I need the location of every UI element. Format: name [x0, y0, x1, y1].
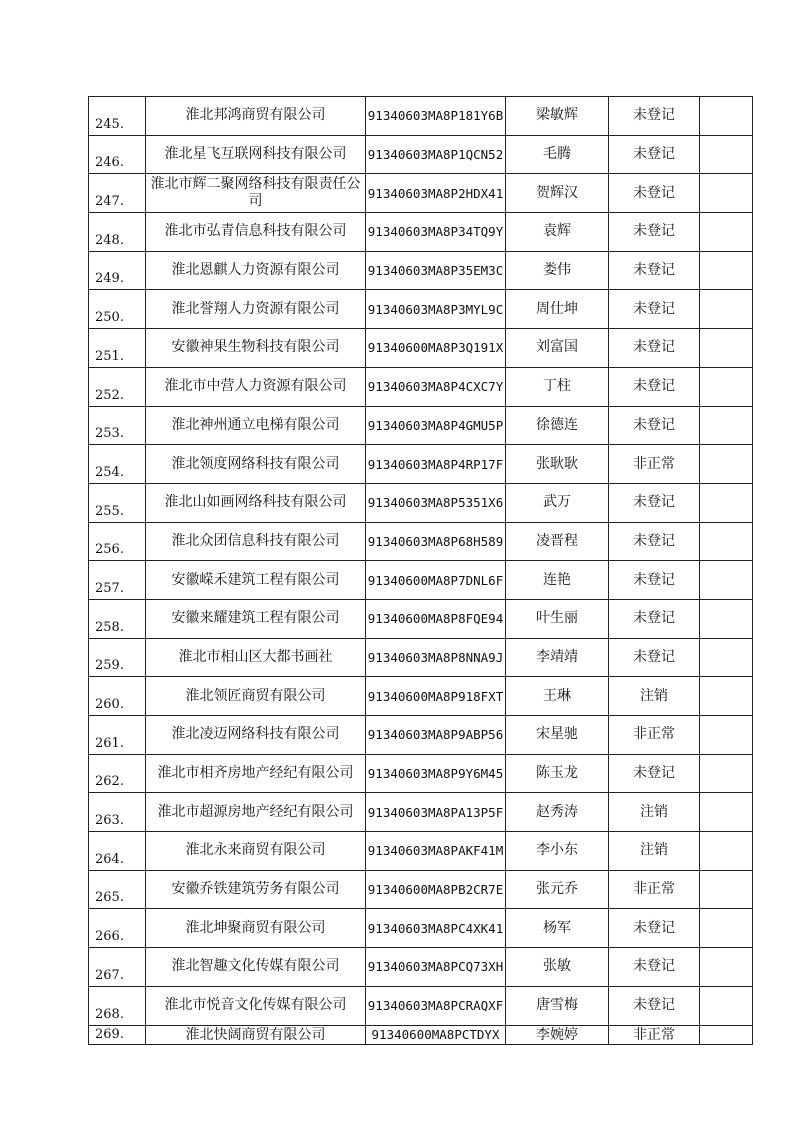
company-name-cell: 淮北市辉二聚网络科技有限责任公司: [146, 174, 366, 213]
credit-code-cell: 91340603MA8PAKF41M: [366, 832, 506, 871]
table-row: [89, 870, 753, 909]
row-number-cell: 259.: [89, 638, 146, 677]
remarks-cell: [700, 754, 753, 793]
remarks-cell: [700, 97, 753, 136]
legal-representative-cell: 袁辉: [506, 213, 609, 252]
table-row: [89, 445, 753, 484]
remarks-cell: [700, 329, 753, 368]
company-name-cell: 淮北邦鸿商贸有限公司: [146, 97, 366, 136]
row-number-cell: 249.: [89, 251, 146, 290]
table-row: [89, 754, 753, 793]
registration-status-cell: 未登记: [609, 599, 700, 638]
row-number-cell: 250.: [89, 290, 146, 329]
row-number-cell: 264.: [89, 832, 146, 871]
table-row: [89, 97, 753, 136]
registration-status-cell: 未登记: [609, 174, 700, 213]
row-number-cell: 245.: [89, 97, 146, 136]
remarks-cell: [700, 909, 753, 948]
remarks-cell: [700, 445, 753, 484]
table-row: [89, 135, 753, 174]
credit-code-cell: 91340603MA8PC4XK41: [366, 909, 506, 948]
legal-representative-cell: 宋星驰: [506, 716, 609, 755]
table-row: [89, 329, 753, 368]
remarks-cell: [700, 986, 753, 1025]
registration-status-cell: 未登记: [609, 406, 700, 445]
credit-code-cell: 91340603MA8PCQ73XH: [366, 948, 506, 987]
registration-status-cell: 注销: [609, 677, 700, 716]
credit-code-cell: 91340600MA8P918FXT: [366, 677, 506, 716]
company-name-cell: 淮北神州通立电梯有限公司: [146, 406, 366, 445]
credit-code-cell: 91340603MA8P4CXC7Y: [366, 367, 506, 406]
row-number-cell: 247.: [89, 174, 146, 213]
registration-status-cell: 未登记: [609, 948, 700, 987]
table-row: [89, 832, 753, 871]
remarks-cell: [700, 948, 753, 987]
legal-representative-cell: 连艳: [506, 561, 609, 600]
credit-code-cell: 91340603MA8P1QCN52: [366, 135, 506, 174]
company-registry-table-container: [88, 96, 740, 1045]
remarks-cell: [700, 483, 753, 522]
row-number-cell: 251.: [89, 329, 146, 368]
company-name-cell: 安徽乔铁建筑劳务有限公司: [146, 870, 366, 909]
credit-code-cell: 91340603MA8P4GMU5P: [366, 406, 506, 445]
company-registry-table: [88, 96, 753, 1045]
row-number-cell: 257.: [89, 561, 146, 600]
table-row: [89, 986, 753, 1025]
credit-code-cell: 91340603MA8P181Y6B: [366, 97, 506, 136]
registration-status-cell: 非正常: [609, 870, 700, 909]
row-number-cell: 269.: [89, 1025, 146, 1044]
row-number-cell: 260.: [89, 677, 146, 716]
registration-status-cell: 未登记: [609, 909, 700, 948]
company-name-cell: 淮北众团信息科技有限公司: [146, 522, 366, 561]
remarks-cell: [700, 290, 753, 329]
company-name-cell: 淮北誉翔人力资源有限公司: [146, 290, 366, 329]
registration-status-cell: 未登记: [609, 561, 700, 600]
legal-representative-cell: 徐德连: [506, 406, 609, 445]
remarks-cell: [700, 174, 753, 213]
credit-code-cell: 91340603MA8P9ABP56: [366, 716, 506, 755]
row-number-cell: 263.: [89, 793, 146, 832]
credit-code-cell: 91340600MA8P7DNL6F: [366, 561, 506, 600]
table-row: [89, 251, 753, 290]
remarks-cell: [700, 870, 753, 909]
legal-representative-cell: 叶生丽: [506, 599, 609, 638]
registration-status-cell: 未登记: [609, 251, 700, 290]
legal-representative-cell: 张元乔: [506, 870, 609, 909]
company-name-cell: 安徽来耀建筑工程有限公司: [146, 599, 366, 638]
remarks-cell: [700, 251, 753, 290]
legal-representative-cell: 王琳: [506, 677, 609, 716]
row-number-cell: 253.: [89, 406, 146, 445]
registration-status-cell: 未登记: [609, 638, 700, 677]
credit-code-cell: 91340603MA8P35EM3C: [366, 251, 506, 290]
registration-status-cell: 未登记: [609, 754, 700, 793]
legal-representative-cell: 李小东: [506, 832, 609, 871]
credit-code-cell: 91340603MA8P68H589: [366, 522, 506, 561]
legal-representative-cell: 杨军: [506, 909, 609, 948]
credit-code-cell: 91340603MA8P5351X6: [366, 483, 506, 522]
registration-status-cell: 非正常: [609, 1025, 700, 1044]
remarks-cell: [700, 599, 753, 638]
credit-code-cell: 91340603MA8P2HDX41: [366, 174, 506, 213]
row-number-cell: 252.: [89, 367, 146, 406]
registration-status-cell: 未登记: [609, 986, 700, 1025]
row-number-cell: 258.: [89, 599, 146, 638]
company-name-cell: 安徽神果生物科技有限公司: [146, 329, 366, 368]
registration-status-cell: 未登记: [609, 522, 700, 561]
registration-status-cell: 未登记: [609, 483, 700, 522]
table-row: [89, 213, 753, 252]
company-name-cell: 淮北市弘青信息科技有限公司: [146, 213, 366, 252]
registration-status-cell: 未登记: [609, 213, 700, 252]
registration-status-cell: 未登记: [609, 290, 700, 329]
registration-status-cell: 未登记: [609, 367, 700, 406]
company-name-cell: 淮北市中营人力资源有限公司: [146, 367, 366, 406]
row-number-cell: 254.: [89, 445, 146, 484]
row-number-cell: 255.: [89, 483, 146, 522]
table-row: [89, 290, 753, 329]
company-name-cell: 淮北山如画网络科技有限公司: [146, 483, 366, 522]
remarks-cell: [700, 716, 753, 755]
remarks-cell: [700, 522, 753, 561]
legal-representative-cell: 张耿耿: [506, 445, 609, 484]
credit-code-cell: 91340603MA8PA13P5F: [366, 793, 506, 832]
legal-representative-cell: 唐雪梅: [506, 986, 609, 1025]
legal-representative-cell: 陈玉龙: [506, 754, 609, 793]
row-number-cell: 248.: [89, 213, 146, 252]
table-row: [89, 1025, 753, 1044]
legal-representative-cell: 贺辉汉: [506, 174, 609, 213]
legal-representative-cell: 丁柱: [506, 367, 609, 406]
company-name-cell: 淮北市超源房地产经纪有限公司: [146, 793, 366, 832]
registration-status-cell: 注销: [609, 832, 700, 871]
row-number-cell: 262.: [89, 754, 146, 793]
credit-code-cell: 91340600MA8P3Q191X: [366, 329, 506, 368]
row-number-cell: 265.: [89, 870, 146, 909]
registration-status-cell: 未登记: [609, 329, 700, 368]
company-name-cell: 淮北智趣文化传媒有限公司: [146, 948, 366, 987]
credit-code-cell: 91340600MA8PB2CR7E: [366, 870, 506, 909]
remarks-cell: [700, 406, 753, 445]
legal-representative-cell: 武万: [506, 483, 609, 522]
table-row: [89, 909, 753, 948]
remarks-cell: [700, 135, 753, 174]
credit-code-cell: 91340603MA8PCRAQXF: [366, 986, 506, 1025]
table-row: [89, 599, 753, 638]
row-number-cell: 261.: [89, 716, 146, 755]
table-row: [89, 406, 753, 445]
row-number-cell: 268.: [89, 986, 146, 1025]
credit-code-cell: 91340603MA8P3MYL9C: [366, 290, 506, 329]
remarks-cell: [700, 793, 753, 832]
company-name-cell: 淮北永来商贸有限公司: [146, 832, 366, 871]
company-name-cell: 淮北领度网络科技有限公司: [146, 445, 366, 484]
row-number-cell: 266.: [89, 909, 146, 948]
table-row: [89, 483, 753, 522]
remarks-cell: [700, 638, 753, 677]
credit-code-cell: 91340603MA8P4RP17F: [366, 445, 506, 484]
legal-representative-cell: 梁敏辉: [506, 97, 609, 136]
table-body: [89, 97, 753, 1045]
legal-representative-cell: 赵秀涛: [506, 793, 609, 832]
registration-status-cell: 非正常: [609, 445, 700, 484]
table-row: [89, 174, 753, 213]
remarks-cell: [700, 832, 753, 871]
registration-status-cell: 未登记: [609, 97, 700, 136]
remarks-cell: [700, 1025, 753, 1044]
credit-code-cell: 91340603MA8P9Y6M45: [366, 754, 506, 793]
company-name-cell: 淮北市悦音文化传媒有限公司: [146, 986, 366, 1025]
legal-representative-cell: 周仕坤: [506, 290, 609, 329]
legal-representative-cell: 李婉婷: [506, 1025, 609, 1044]
company-name-cell: 淮北星飞互联网科技有限公司: [146, 135, 366, 174]
table-row: [89, 367, 753, 406]
company-name-cell: 淮北领匠商贸有限公司: [146, 677, 366, 716]
table-row: [89, 638, 753, 677]
legal-representative-cell: 毛腾: [506, 135, 609, 174]
remarks-cell: [700, 677, 753, 716]
remarks-cell: [700, 213, 753, 252]
row-number-cell: 267.: [89, 948, 146, 987]
registration-status-cell: 非正常: [609, 716, 700, 755]
table-row: [89, 793, 753, 832]
company-name-cell: 安徽嵘禾建筑工程有限公司: [146, 561, 366, 600]
table-row: [89, 561, 753, 600]
credit-code-cell: 91340603MA8P8NNA9J: [366, 638, 506, 677]
table-row: [89, 716, 753, 755]
credit-code-cell: 91340600MA8PCTDYX: [366, 1025, 506, 1044]
company-name-cell: 淮北快阔商贸有限公司: [146, 1025, 366, 1044]
company-name-cell: 淮北恩麒人力资源有限公司: [146, 251, 366, 290]
legal-representative-cell: 凌晋程: [506, 522, 609, 561]
registration-status-cell: 未登记: [609, 135, 700, 174]
company-name-cell: 淮北坤聚商贸有限公司: [146, 909, 366, 948]
credit-code-cell: 91340603MA8P34TQ9Y: [366, 213, 506, 252]
legal-representative-cell: 李靖靖: [506, 638, 609, 677]
table-row: [89, 522, 753, 561]
remarks-cell: [700, 367, 753, 406]
legal-representative-cell: 张敏: [506, 948, 609, 987]
company-name-cell: 淮北市相山区大都书画社: [146, 638, 366, 677]
legal-representative-cell: 娄伟: [506, 251, 609, 290]
table-row: [89, 948, 753, 987]
company-name-cell: 淮北市相齐房地产经纪有限公司: [146, 754, 366, 793]
legal-representative-cell: 刘富国: [506, 329, 609, 368]
remarks-cell: [700, 561, 753, 600]
credit-code-cell: 91340600MA8P8FQE94: [366, 599, 506, 638]
table-row: [89, 677, 753, 716]
row-number-cell: 246.: [89, 135, 146, 174]
row-number-cell: 256.: [89, 522, 146, 561]
registration-status-cell: 注销: [609, 793, 700, 832]
company-name-cell: 淮北凌迈网络科技有限公司: [146, 716, 366, 755]
